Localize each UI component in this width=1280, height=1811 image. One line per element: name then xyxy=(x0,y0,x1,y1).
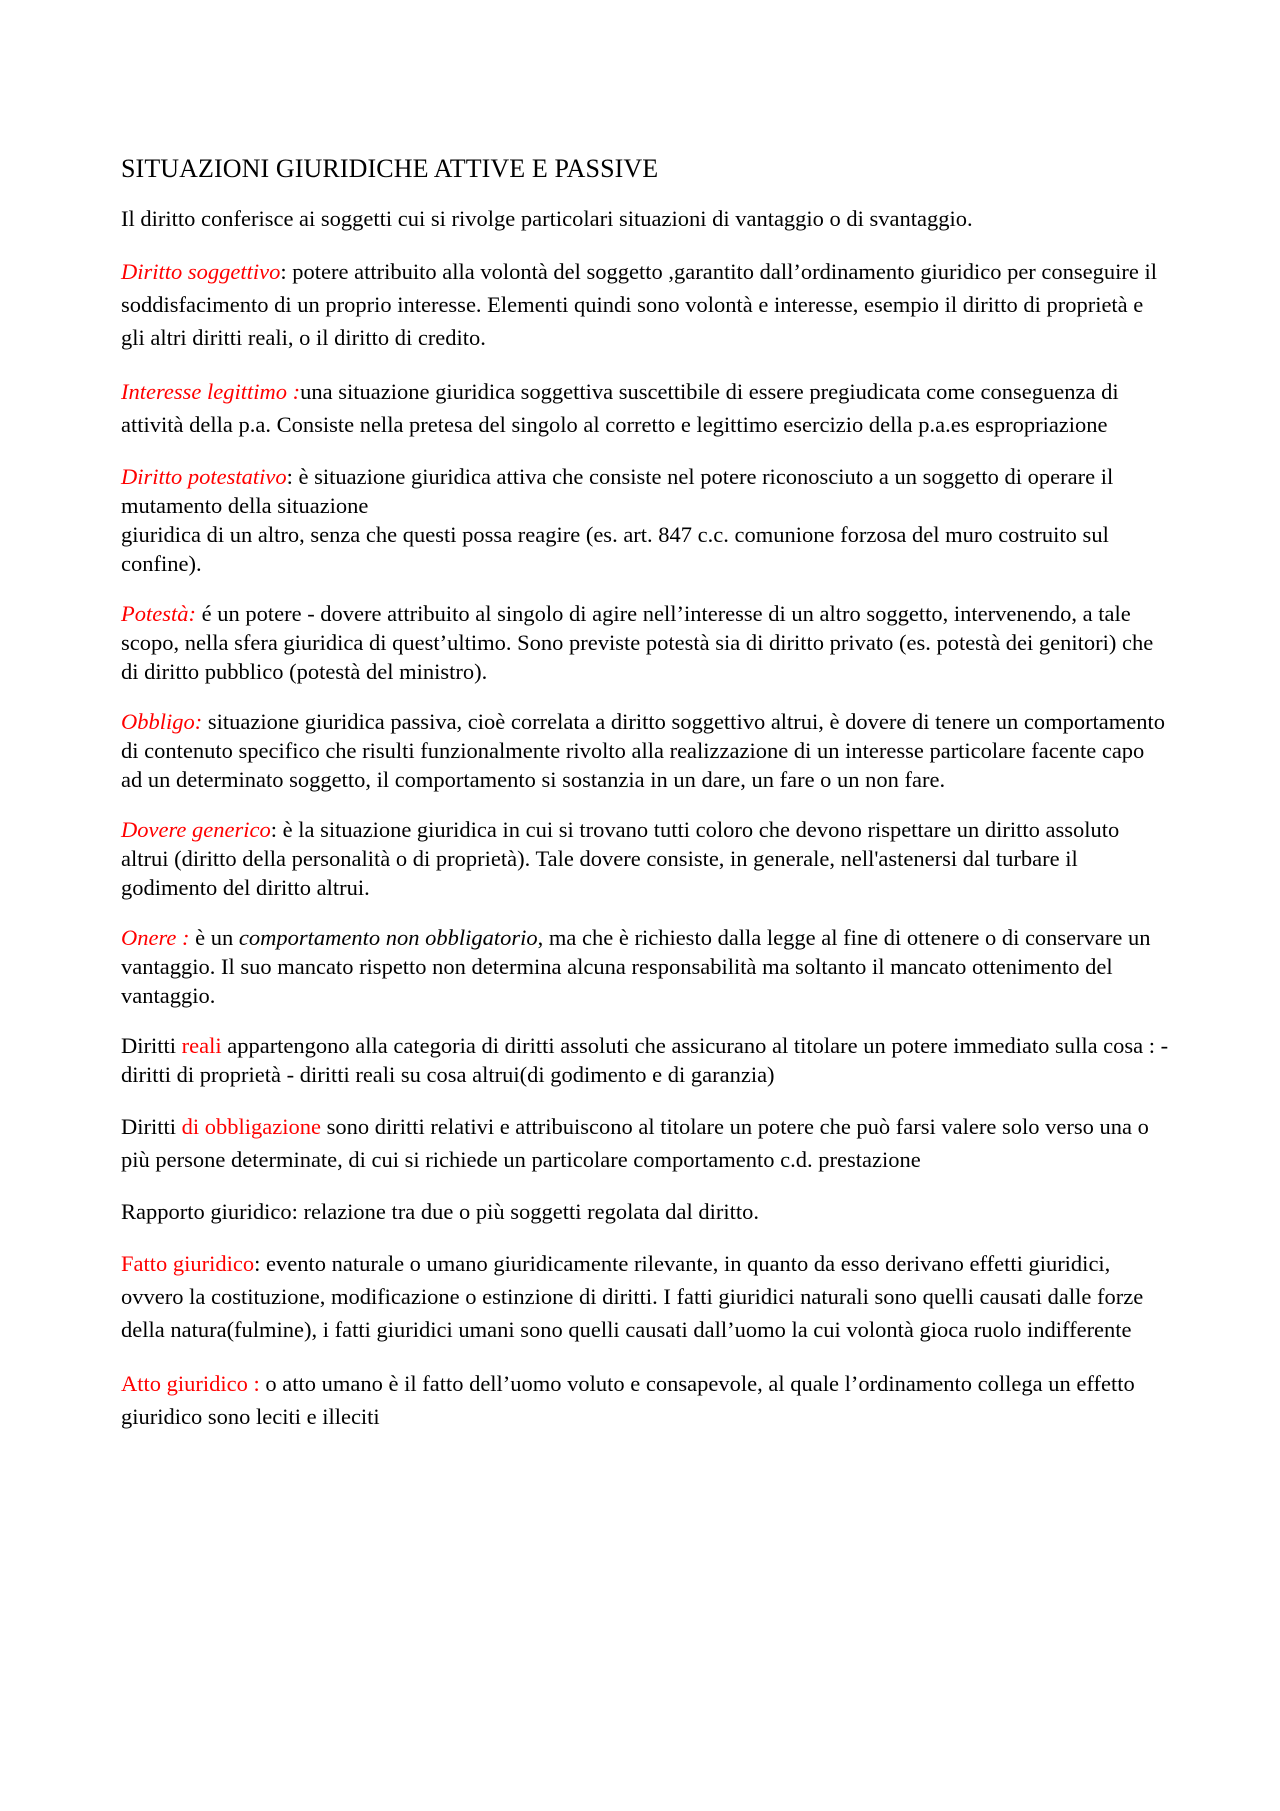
paragraph-diritto-potestativo xyxy=(121,462,1171,578)
paragraph-interesse-legittimo xyxy=(121,375,1171,441)
definition-diritto-soggettivo: potere attribuito alla volontà del soggetto ,garantito dall’ordinamento giuridico per conseguire il soddisfacimento di un proprio interesse. Elementi quindi sono volontà e interesse, esempio il diritto di proprietà e gli altri diritti reali, o il diritto di credito. xyxy=(121,259,1158,350)
paragraph-obbligo xyxy=(121,707,1171,794)
page-title: SITUAZIONI GIURIDICHE ATTIVE E PASSIVE xyxy=(121,154,659,183)
term-onere: Onere : xyxy=(121,925,190,950)
term-interesse-legittimo: Interesse legittimo : xyxy=(121,379,301,404)
term-di-obbligazione: di obbligazione xyxy=(181,1114,321,1139)
paragraph-potesta xyxy=(121,599,1171,686)
paragraph-diritto-soggettivo xyxy=(121,255,1171,354)
term-dovere-generico: Dovere generico xyxy=(121,817,271,842)
definition-atto-giuridico: o atto umano è il fatto dell’uomo voluto e consapevole, al quale l’ordinamento collega un effetto giuridico sono leciti e illeciti xyxy=(121,1371,1135,1429)
definition-obbligo: situazione giuridica passiva, cioè correlata a diritto soggettivo altrui, è dovere di tenere un comportamento di contenuto specifico che risulti funzionalmente rivolto alla realizzazione di un interesse particolare facente capo ad un determinato soggetto, il comportamento si sostanzia in un dare, un fare o un non fare. xyxy=(121,709,1166,792)
term-obbligo: Obbligo: xyxy=(121,709,203,734)
definition-dovere-generico: : è la situazione giuridica in cui si trovano tutti coloro che devono rispettare un diritto assoluto altrui (diritto della personalità o di proprietà). Tale dovere consiste, in generale, nell'astenersi dal turbare il godimento del diritto altrui. xyxy=(121,817,1120,900)
intro-paragraph xyxy=(121,204,1171,233)
paragraph-dovere-generico xyxy=(121,815,1171,902)
definition-interesse-legittimo: una situazione giuridica soggettiva suscettibile di essere pregiudicata come conseguenza di attività della p.a. Consiste nella pretesa del singolo al corretto e legittimo esercizio della p.a.es espropriazione xyxy=(121,379,1119,437)
term-fatto-giuridico: Fatto giuridico xyxy=(121,1251,255,1276)
definition-diritto-potestativo-b: giuridica di un altro, senza che questi possa reagire (es. art. 847 c.c. comunione forzosa del muro costruito sul confine). xyxy=(121,522,1109,576)
paragraph-onere xyxy=(121,923,1171,1010)
separator: : xyxy=(280,259,287,284)
definition-onere-emphasis: comportamento non obbligatorio xyxy=(238,925,538,950)
intro-text: Il diritto conferisce ai soggetti cui si rivolge particolari situazioni di vantaggio o di svantaggio. xyxy=(121,206,973,231)
term-reali: reali xyxy=(181,1033,222,1058)
paragraph-rapporto-giuridico xyxy=(121,1197,1171,1226)
prefix-diritti-obbligazione: Diritti xyxy=(121,1114,182,1139)
definition-diritti-obbligazione: sono diritti relativi e attribuiscono al titolare un potere che può farsi valere solo verso una o più persone determinate, di cui si richiede un particolare comportamento c.d. prestazione xyxy=(121,1114,1149,1172)
term-diritto-potestativo: Diritto potestativo xyxy=(121,464,287,489)
term-diritto-soggettivo: Diritto soggettivo xyxy=(121,259,281,284)
paragraph-fatto-giuridico xyxy=(121,1247,1171,1346)
definition-potesta: é un potere - dovere attribuito al singolo di agire nell’interesse di un altro soggetto, intervenendo, a tale scopo, nella sfera giuridica di quest’ultimo. Sono previste potestà sia di diritto privato (es. potestà dei genitori) che di diritto pubblico (potestà del ministro). xyxy=(121,601,1154,684)
paragraph-diritti-obbligazione xyxy=(121,1110,1171,1176)
definition-onere-b: , ma che è richiesto dalla legge al fine di ottenere o di conservare un vantaggio. Il suo mancato rispetto non determina alcuna responsabilità ma soltanto il mancato ottenimento del vantaggio. xyxy=(121,925,1151,1008)
prefix-diritti-reali: Diritti xyxy=(121,1033,182,1058)
term-atto-giuridico: Atto giuridico : xyxy=(121,1371,260,1396)
document-body xyxy=(121,152,1171,1454)
paragraph-atto-giuridico xyxy=(121,1367,1171,1433)
term-potesta: Potestà: xyxy=(121,601,196,626)
definition-fatto-giuridico: : evento naturale o umano giuridicamente rilevante, in quanto da esso derivano effetti giuridici, ovvero la costituzione, modificazione o estinzione di diritti. I fatti giuridici naturali sono quelli causati dalle forze della natura(fulmine), i fatti giuridici umani sono quelli causati dall’uomo la cui volontà gioca ruolo indifferente xyxy=(121,1251,1144,1342)
definition-onere-a: è un xyxy=(189,925,239,950)
definition-rapporto-giuridico: Rapporto giuridico: relazione tra due o più soggetti regolata dal diritto. xyxy=(121,1199,759,1224)
definition-diritti-reali: appartengono alla categoria di diritti assoluti che assicurano al titolare un potere immediato sulla cosa : - diritti di proprietà - diritti reali su cosa altrui(di godimento e di garanzia) xyxy=(121,1033,1169,1087)
paragraph-diritti-reali xyxy=(121,1031,1171,1089)
definition-diritto-potestativo-a: : è situazione giuridica attiva che consiste nel potere riconosciuto a un soggetto di operare il mutamento della situazione xyxy=(121,464,1114,518)
